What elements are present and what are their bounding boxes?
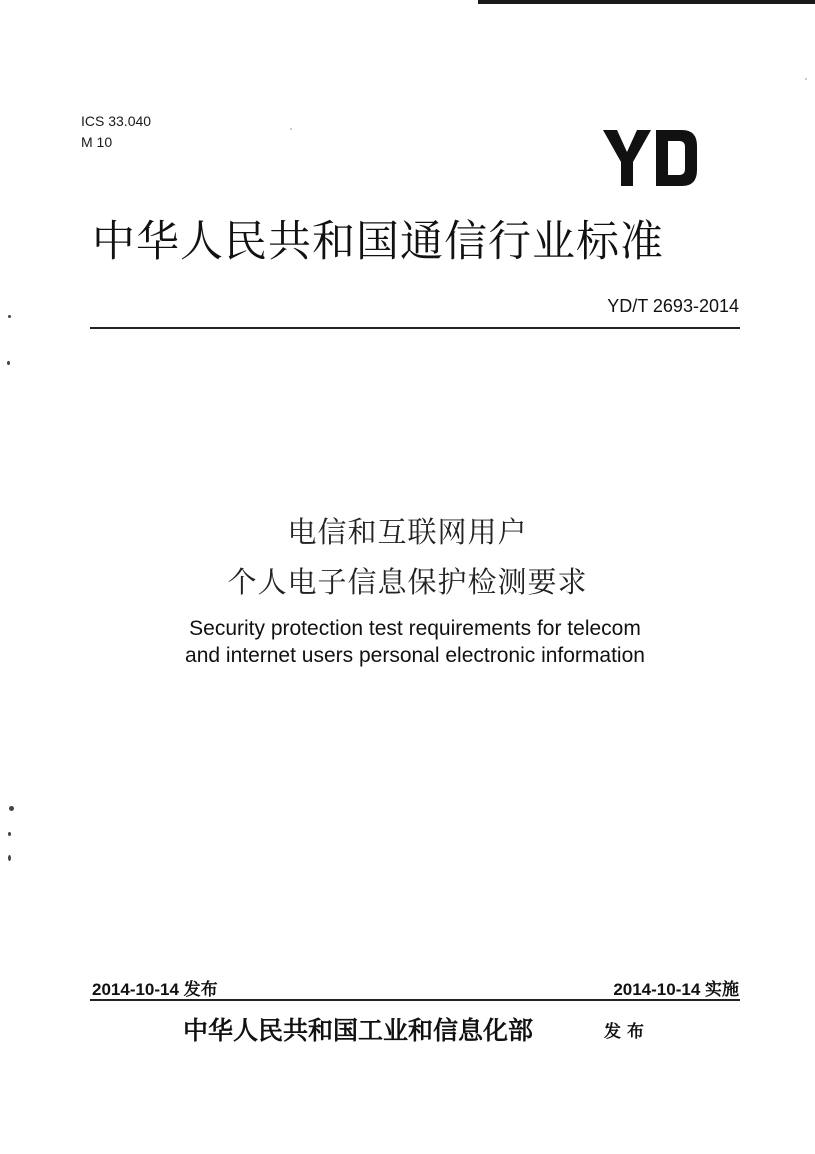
classification-code: M 10 — [81, 134, 113, 150]
title-english-line-2: and internet users personal electronic information — [185, 644, 645, 667]
scan-speck — [7, 361, 10, 365]
implementation-date: 2014-10-14 实施 — [613, 980, 739, 999]
title-english-line-1: Security protection test requirements for telecom — [189, 617, 641, 640]
scan-speck — [290, 128, 292, 130]
issue-date: 2014-10-14 发布 — [92, 980, 218, 999]
issue-label: 发布 — [604, 1022, 650, 1042]
scan-speck — [8, 832, 11, 836]
yd-logo — [600, 128, 700, 188]
title-chinese-line-2: 个人电子信息保护检测要求 — [227, 565, 588, 599]
ics-code: ICS 33.040 — [81, 113, 152, 129]
header-divider — [90, 327, 740, 329]
scan-speck — [8, 855, 11, 861]
organization-title: 中华人民共和国通信行业标准 — [92, 217, 664, 267]
top-edge-rule — [478, 0, 815, 4]
issuing-authority: 中华人民共和国工业和信息化部 — [183, 1016, 534, 1045]
standard-number: YD/T 2693-2014 — [607, 296, 739, 316]
scan-speck — [8, 315, 11, 318]
footer-divider — [90, 999, 740, 1001]
scan-speck — [9, 806, 14, 811]
scan-speck — [805, 78, 807, 80]
title-chinese-line-1: 电信和互联网用户 — [287, 515, 528, 549]
